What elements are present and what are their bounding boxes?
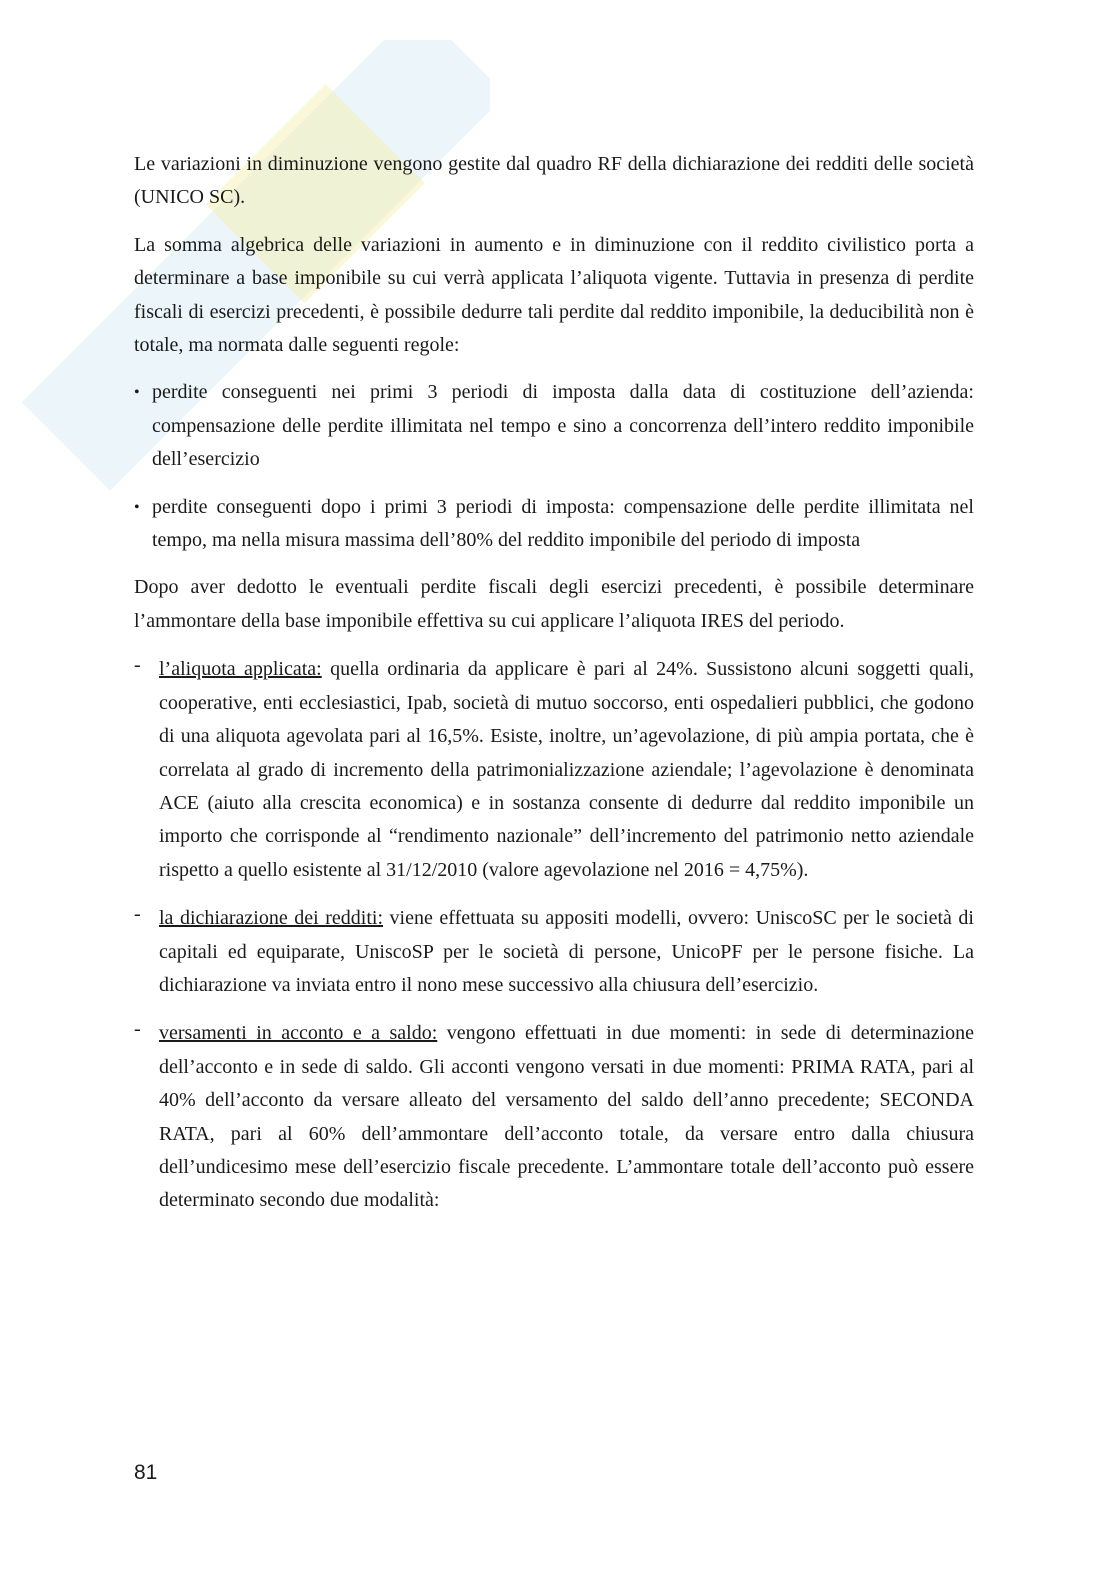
dash-item-term: versamenti in acconto e a saldo: bbox=[159, 1022, 438, 1045]
dash-item-text: vengono effettuati in due momenti: in sede di determinazione dell’acconto e in sede di saldo. Gli acconti vengono versati in due momenti: PRIMA RATA, pari al 40% dell’acconto da versare alleato del versamento del saldo dell’anno precedente; SECONDA RATA, pari al 60% dell’ammontare dell’acconto totale, da versare entro dalla chiusura dell’undicesimo mese dell’esercizio fiscale precedente. L’ammontare totale dell’acconto può essere determinato secondo due modalità: bbox=[159, 1022, 975, 1212]
dash-item-term: la dichiarazione dei redditi: bbox=[159, 907, 383, 930]
dash-item-term: l’aliquota applicata: bbox=[159, 658, 322, 681]
dash-item-text: viene effettuata su appositi modelli, ovvero: UniscoSC per le società di capitali ed equiparate, UniscoSP per le società di persone, UnicoPF per le persone fisiche. La dichiarazione va inviata entro il nono mese successivo alla chiusura dell’esercizio. bbox=[159, 907, 974, 996]
bullet-list-perdite bbox=[134, 376, 974, 557]
bullet-marker: • bbox=[134, 498, 140, 516]
dash-item-aliquota bbox=[134, 653, 974, 887]
dash-item-dichiarazione bbox=[134, 902, 974, 1002]
dash-marker: - bbox=[134, 654, 141, 677]
dash-marker: - bbox=[134, 1018, 141, 1041]
bullet-text: perdite conseguenti nei primi 3 periodi di imposta dalla data di costituzione dell’azienda: compensazione delle perdite illimitata nel tempo e sino a concorrenza dell’intero reddito imponibile dell’esercizio bbox=[152, 381, 974, 471]
dash-list-ires bbox=[134, 653, 974, 1218]
bullet-text: perdite conseguenti dopo i primi 3 periodi di imposta: compensazione delle perdite illimitata nel tempo, ma nella misura massima dell’80% del reddito imponibile del periodo di imposta bbox=[152, 495, 974, 552]
dash-item-versamenti bbox=[134, 1017, 974, 1217]
page-body bbox=[134, 148, 974, 1233]
paragraph-variazioni: Le variazioni in diminuzione vengono gestite dal quadro RF della dichiarazione dei redditi delle società (UNICO SC). bbox=[134, 153, 974, 209]
paragraph-somma-algebrica: La somma algebrica delle variazioni in aumento e in diminuzione con il reddito civilistico porta a determinare a base imponibile su cui verrà applicata l’aliquota vigente. Tuttavia in presenza di perdite fiscali di esercizi precedenti, è possibile dedurre tali perdite dal reddito imponibile, la deducibilità non è totale, ma normata dalle seguenti regole: bbox=[134, 233, 974, 357]
dash-item-text: quella ordinaria da applicare è pari al 24%. Sussistono alcuni soggetti quali, cooperative, enti ecclesiastici, Ipab, società di mutuo soccorso, enti ospedalieri pubblici, che godono di una aliquota agevolata pari al 16,5%. Esiste, inoltre, un’agevolazione, di più ampia portata, che è correlata al grado di incremento della patrimonializzazione aziendale; l’agevolazione è denominata ACE (aiuto alla crescita economica) e in sostanza consente di dedurre dal reddito imponibile un importo che corrisponde al “rendimento nazionale” dell’incremento del patrimonio netto aziendale rispetto a quello esistente al 31/12/2010 (valore agevolazione nel 2016 = 4,75%). bbox=[159, 658, 974, 881]
page-number: 81 bbox=[134, 1461, 158, 1484]
bullet-item-primi-3-periodi bbox=[134, 376, 974, 476]
paragraph-dopo-aver-dedotto: Dopo aver dedotto le eventuali perdite fiscali degli esercizi precedenti, è possibile determinare l’ammontare della base imponibile effettiva su cui applicare l’aliquota IRES del periodo. bbox=[134, 576, 974, 632]
dash-marker: - bbox=[134, 903, 141, 926]
bullet-marker: • bbox=[134, 384, 140, 402]
bullet-item-dopo-3-periodi bbox=[134, 491, 974, 558]
